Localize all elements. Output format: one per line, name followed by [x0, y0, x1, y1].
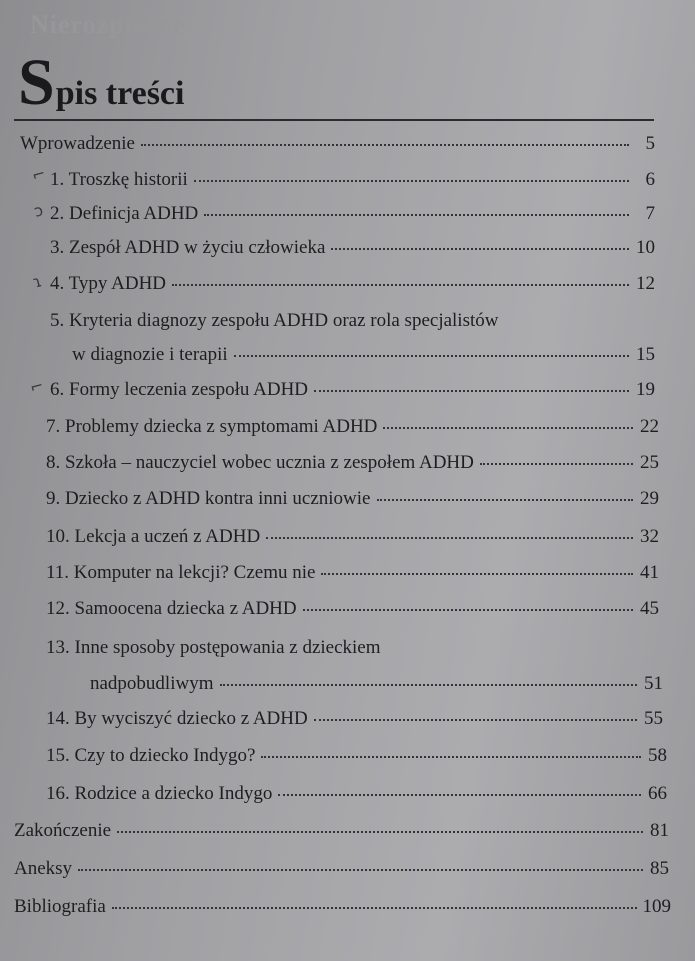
toc-entry-page: 109	[642, 896, 671, 917]
toc-entry-label: 16. Rodzice a dziecko Indygo	[46, 783, 273, 804]
dot-leader	[204, 214, 629, 216]
toc-entry-6	[50, 379, 655, 401]
toc-entry-label: 2. Definicja ADHD	[50, 203, 199, 224]
toc-entry-page: 66	[648, 783, 667, 804]
toc-entry-page: 25	[640, 452, 659, 473]
toc-entry-14	[46, 708, 663, 730]
dot-leader	[331, 248, 629, 250]
toc-entry-page: 51	[644, 673, 663, 694]
toc-entry-conclusion	[14, 820, 669, 842]
toc-entry-label: 6. Formy leczenia zespołu ADHD	[50, 379, 309, 400]
pencil-check-mark-icon: ⌐	[27, 375, 46, 398]
dot-leader	[234, 355, 629, 357]
dot-leader	[194, 180, 629, 182]
pencil-check-mark-icon: ɿ	[30, 271, 44, 292]
toc-entry-page: 22	[640, 416, 659, 437]
toc-entry-page: 7	[645, 203, 655, 224]
toc-entry-15	[46, 745, 667, 767]
toc-entry-label: 4. Typy ADHD	[50, 273, 167, 294]
dot-leader	[303, 609, 633, 611]
toc-entry-label: 14. By wyciszyć dziecko z ADHD	[46, 708, 308, 729]
toc-entry-9	[46, 488, 659, 510]
toc-entry-page: 12	[636, 273, 655, 294]
toc-entry-label: 8. Szkoła – nauczyciel wobec ucznia z zespołem ADHD	[46, 452, 474, 473]
toc-entry-label: Bibliografia	[14, 896, 106, 917]
dot-leader	[383, 427, 633, 429]
toc-entry-label: 7. Problemy dziecka z symptomami ADHD	[46, 416, 378, 437]
toc-entry-2	[50, 203, 655, 225]
dot-leader	[261, 756, 641, 758]
title-rest: pis treści	[55, 75, 185, 112]
toc-entry-page: 15	[636, 344, 655, 365]
toc-entry-label: 10. Lekcja a uczeń z ADHD	[46, 526, 261, 547]
toc-entry-10	[46, 526, 659, 548]
dot-leader	[220, 684, 638, 686]
toc-entry-label: 1. Troszkę historii	[50, 169, 188, 190]
dot-leader	[321, 573, 633, 575]
toc-entry-label: Aneksy	[14, 858, 73, 879]
toc-entry-13-line1: 13. Inne sposoby postępowania z dzieckiem	[46, 637, 381, 658]
dot-leader	[377, 499, 634, 501]
toc-entry-label: 3. Zespół ADHD w życiu człowieka	[50, 237, 326, 258]
toc-entry-page: 19	[636, 379, 655, 400]
toc-entry-label: 12. Samoocena dziecka z ADHD	[46, 598, 297, 619]
toc-entry-page: 58	[648, 745, 667, 766]
toc-entry-page: 41	[640, 562, 659, 583]
toc-entry-4	[50, 273, 655, 295]
toc-entry-page: 81	[650, 820, 669, 841]
toc-entry-appendix	[14, 858, 669, 880]
dot-leader	[480, 463, 633, 465]
toc-entry-label: Zakończenie	[14, 820, 112, 841]
toc-entry-label: 11. Komputer na lekcji? Czemu nie	[46, 562, 316, 583]
toc-entry-page: 55	[644, 708, 663, 729]
toc-entry-12	[46, 598, 659, 620]
toc-entry-page: 85	[650, 858, 669, 879]
pencil-check-mark-icon: ⌐	[29, 163, 48, 186]
toc-entry-label: Wprowadzenie	[20, 133, 135, 154]
toc-entry-7	[46, 416, 659, 438]
dot-leader	[78, 869, 643, 871]
toc-entry-page: 29	[640, 488, 659, 509]
toc-entry-label: w diagnozie i terapii	[72, 344, 228, 365]
toc-entry-8	[46, 452, 659, 474]
toc-entry-label: 15. Czy to dziecko Indygo?	[46, 745, 256, 766]
toc-entry-5-line1: 5. Kryteria diagnozy zespołu ADHD oraz rola specjalistów	[50, 310, 499, 331]
toc-entry-bibliography	[14, 896, 671, 918]
toc-entry-label: 9. Dziecko z ADHD kontra inni uczniowie	[46, 488, 371, 509]
toc-entry-page: 5	[645, 133, 655, 154]
toc-entry-5-line2	[72, 344, 655, 366]
dot-leader	[266, 537, 633, 539]
dot-leader	[278, 794, 641, 796]
toc-entry-11	[46, 562, 659, 584]
dot-leader	[172, 284, 629, 286]
toc-entry-3	[50, 237, 655, 259]
dot-leader	[117, 831, 643, 833]
toc-entry-page: 32	[640, 526, 659, 547]
dot-leader	[314, 719, 637, 721]
toc-entry-page: 10	[636, 237, 655, 258]
dot-leader	[141, 144, 629, 146]
toc-entry-label: nadpobudliwym	[90, 673, 214, 694]
dot-leader	[314, 390, 629, 392]
toc-entry-intro	[20, 133, 655, 155]
toc-entry-page: 6	[645, 169, 655, 190]
title-initial: S	[18, 46, 55, 119]
toc-entry-page: 45	[640, 598, 659, 619]
toc-entry-16	[46, 783, 667, 805]
dot-leader	[112, 907, 637, 909]
running-header: Nierozpisane	[30, 10, 186, 39]
toc-entry-13-line2	[90, 673, 663, 695]
pencil-check-mark-icon: ↄ	[31, 200, 46, 221]
toc-entry-1	[50, 169, 655, 191]
